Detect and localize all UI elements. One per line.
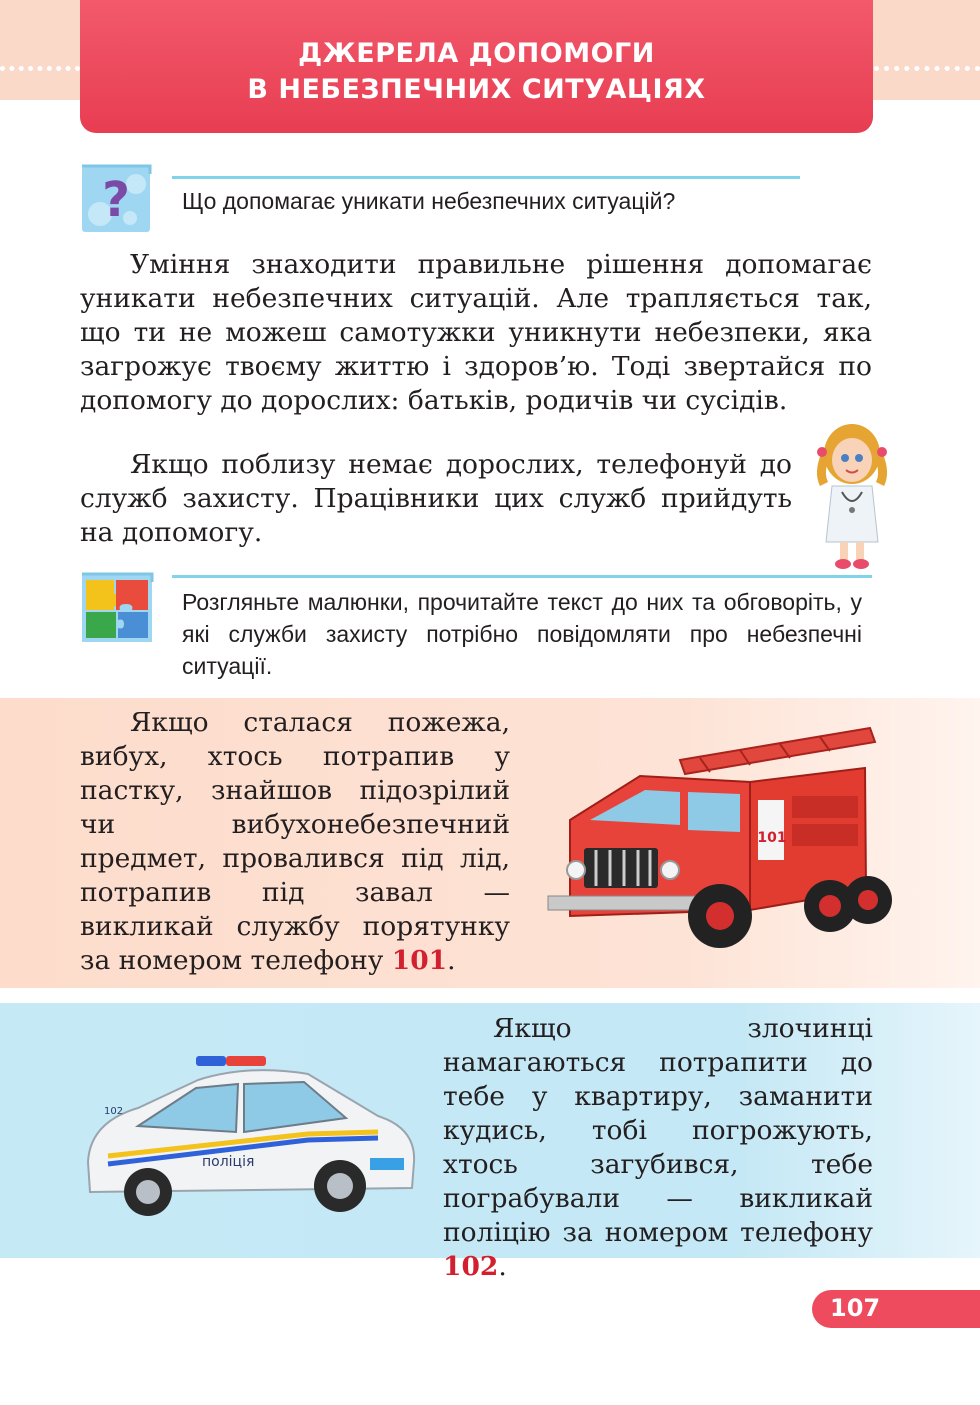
dotted-rule-left — [0, 66, 80, 72]
page-number: 107 — [830, 1294, 881, 1322]
police-body: Якщо злочинці намагаються потрапити до тебе у квартиру, заманити кудись, тобі погрожують, хтось загубився, тебе пограбували — викликай поліцію за номером телефону — [443, 1013, 873, 1248]
paragraph-2-text: Якщо поблизу немає дорослих, телефонуй до служб захисту. Працівники цих служб прийдуть на допомогу. — [80, 449, 792, 548]
dotted-rule-right — [874, 66, 980, 72]
question-text: Що допомагає уникати небезпечних ситуацій? — [182, 188, 676, 214]
fire-service-body: Якщо сталася пожежа, вибух, хтось потрапив у пастку, знайшов підозрілий чи вибухонебезпечний предмет, провалився під лід, потрапив під завал — викликай службу порятунку за номером телефону — [80, 707, 510, 976]
car-label: поліція — [202, 1154, 255, 1170]
paragraph-1 — [80, 248, 872, 418]
fire-truck-illustration — [530, 720, 900, 958]
title-line-2: В НЕБЕЗПЕЧНИХ СИТУАЦІЯХ — [247, 73, 706, 105]
fire-service-number: 101 — [391, 945, 448, 976]
girl-doctor-illustration — [812, 414, 892, 572]
police-end: . — [498, 1251, 507, 1282]
car-number: 102 — [104, 1106, 124, 1117]
truck-label: 101 — [757, 830, 787, 846]
puzzle-icon — [80, 572, 154, 644]
fire-service-end: . — [447, 945, 456, 976]
police-number: 102 — [443, 1251, 499, 1282]
svg-text:?: ? — [102, 172, 130, 228]
page-title — [80, 0, 873, 133]
title-line-1: ДЖЕРЕЛА ДОПОМОГИ — [298, 37, 655, 69]
fire-service-text — [80, 706, 510, 978]
paragraph-2 — [80, 448, 792, 550]
task-rule — [172, 575, 872, 578]
question-rule — [172, 176, 800, 179]
question-mark-icon — [80, 164, 152, 234]
police-text — [443, 1012, 873, 1284]
police-car-illustration — [78, 1052, 423, 1220]
paragraph-1-text: Уміння знаходити правильне рішення допомагає уникати небезпечних ситуацій. Але трапляється так, що ти не можеш самотужки уникнути небезпеки, яка загрожує твоєму життю і здоров’ю. Тоді звертайся по допомогу до дорослих: батьків, родичів чи сусідів. — [80, 249, 872, 416]
task-text: Розгляньте малюнки, прочитайте текст до них та обговоріть, у які служби захисту потрібно повідомляти про небезпечні ситуації. — [182, 589, 862, 679]
